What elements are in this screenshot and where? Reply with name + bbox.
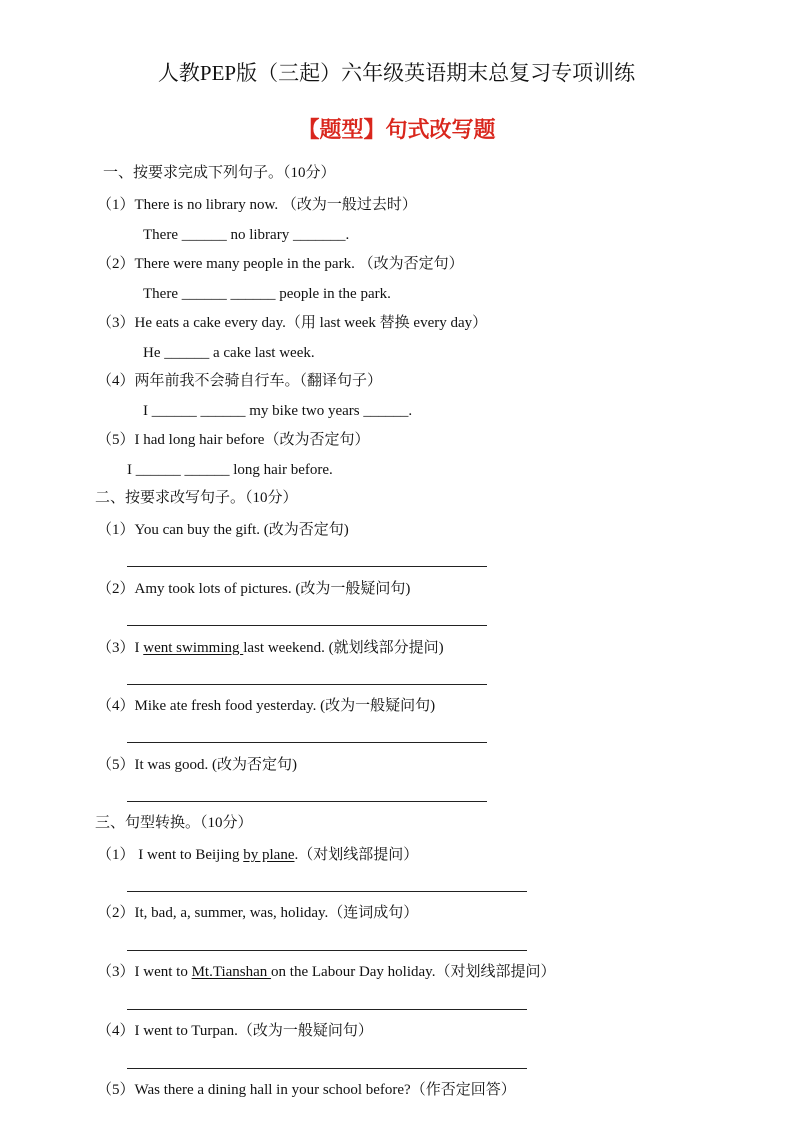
s2-q4-prompt: （4）Mike ate fresh food yesterday. (改为一般疑问句) xyxy=(97,698,436,714)
s1-q5-answer[interactable]: I ______ ______ long hair before. xyxy=(127,462,333,478)
s2-q1-prompt: （1）You can buy the gift. (改为否定句) xyxy=(97,522,349,538)
s1-q2-answer[interactable]: There ______ ______ people in the park. xyxy=(143,286,391,302)
s2-q3-suffix: last weekend. (就划线部分提问) xyxy=(243,640,444,656)
s2-q2-answer-line[interactable] xyxy=(127,625,487,626)
s2-q3-underlined: went swimming xyxy=(143,640,244,656)
s1-q1-prompt: （1）There is no library now. （改为一般过去时） xyxy=(97,197,417,213)
s1-q4-answer[interactable]: I ______ ______ my bike two years ______. xyxy=(143,403,413,419)
s1-q3-prompt: （3）He eats a cake every day.（用 last week 替换 every day） xyxy=(97,315,488,331)
s3-q3-answer-line[interactable] xyxy=(127,1009,527,1010)
s3-q1-underlined: by plane xyxy=(243,847,295,863)
s3-q3-prompt xyxy=(97,962,555,982)
s2-q3-prompt xyxy=(97,638,444,658)
s2-q5-prompt: （5）It was good. (改为否定句) xyxy=(97,757,297,773)
s2-q3-prefix: （3）I xyxy=(97,640,144,656)
s3-q4-prompt: （4）I went to Turpan.（改为一般疑问句） xyxy=(97,1023,373,1039)
s3-q5-prompt: （5）Was there a dining hall in your school before?（作否定回答） xyxy=(97,1082,516,1098)
s2-q5-answer-line[interactable] xyxy=(127,801,487,802)
s2-q3-answer-line[interactable] xyxy=(127,684,487,685)
s3-q1-prompt xyxy=(97,845,418,865)
s3-q3-suffix: on the Labour Day holiday.（对划线部提问） xyxy=(271,964,556,980)
page-subtitle: 【题型】句式改写题 xyxy=(297,118,496,143)
s3-q1-prefix: （1） I went to Beijing xyxy=(97,847,244,863)
section1-heading: 一、按要求完成下列句子。（10分） xyxy=(103,165,336,181)
section2-heading: 二、按要求改写句子。（10分） xyxy=(95,490,298,506)
page-title: 人教PEP版（三起）六年级英语期末总复习专项训练 xyxy=(157,61,636,85)
s1-q1-answer[interactable]: There ______ no library _______. xyxy=(143,227,350,243)
s3-q1-answer-line[interactable] xyxy=(127,891,527,892)
section3-heading: 三、句型转换。（10分） xyxy=(95,815,253,831)
s3-q2-prompt: （2）It, bad, a, summer, was, holiday.（连词成句） xyxy=(97,905,419,921)
s3-q1-suffix: .（对划线部提问） xyxy=(294,847,419,863)
s1-q2-prompt: （2）There were many people in the park. （改为否定句） xyxy=(97,256,464,272)
s3-q2-answer-line[interactable] xyxy=(127,950,527,951)
s1-q5-prompt: （5）I had long hair before（改为否定句） xyxy=(97,432,370,448)
s1-q4-prompt: （4）两年前我不会骑自行车。（翻译句子） xyxy=(97,373,383,389)
s2-q2-prompt: （2）Amy took lots of pictures. (改为一般疑问句) xyxy=(97,581,411,597)
s1-q3-answer[interactable]: He ______ a cake last week. xyxy=(143,345,315,361)
s3-q3-underlined: Mt.Tianshan xyxy=(191,964,272,980)
s3-q3-prefix: （3）I went to xyxy=(97,964,192,980)
s3-q4-answer-line[interactable] xyxy=(127,1068,527,1069)
s2-q1-answer-line[interactable] xyxy=(127,566,487,567)
s2-q4-answer-line[interactable] xyxy=(127,742,487,743)
